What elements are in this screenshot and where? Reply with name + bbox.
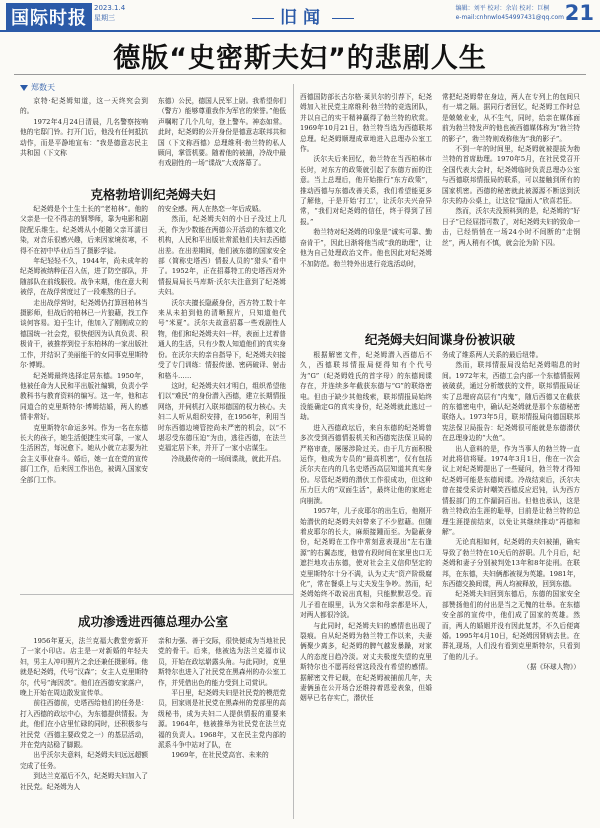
column-section3-1 (20, 636, 148, 814)
paragraph: 1957年，儿子皮耶尔的出生后，他刚开始潜伏的纪尧姆夫妇带来了不少慰藉。但随着皮耶尔的长大，麻烦接踵而至。为隐蔽身份，纪尧姆在工作中常刻意表现出“左右逢源”的右翼态度，他曾有段时间在家里也口无遮拦地攻击东德，使对社会主义信仰坚定的克里斯特尔十分不满，认为丈夫“资产阶级腐化”，常在餐桌上与丈夫发生争吵。然而，纪尧姆始终不敢说出真相，只能默默忍受。而儿子看在眼里，认为父亲和母亲都是坏人，对两人都很冷淡。 (300, 507, 432, 620)
paragraph: 与此同时，纪尧姆夫妇的感情也出现了裂痕。自从纪尧姆为勃兰特工作以来，夫妻俩聚少离多，纪尧姆的脾气越发暴躁，对家人的态度日趋冷淡。对丈夫极度失望的克里斯特尔也不愿再经营这段没有希望的感情。据解密文件记载，在纪尧姆被捕前几年，夫妻俩虽在公开场合还维持着恩爱表象，但婚姻早已名存实亡，潜伏任 (300, 621, 432, 703)
editor-credits-line1: 编辑：刘平 校对：余岩 校对：巨桐 (455, 5, 550, 12)
paragraph: 亲和力强、善于交际，很快便成为当地社民党的骨干。后来，他被选为法兰克福市议员，开始在政坛崭露头角。与此同时，克里斯特尔也进入了社民党在黑森州的办公室工作，并凭借出色的能力受到上司赏识。 (158, 637, 286, 687)
editor-credits (456, 4, 564, 22)
paragraph: 然而，沃尔夫没预料到的是，纪尧姆的“好日子”已经屈指可数了，对纪尧姆夫妇的致命一击，已经悄悄在一场24小时不间断的“走钢丝”，两人稍有不慎，就会沦为阶下囚。 (442, 207, 580, 247)
paragraph: 克里斯特尔命运多舛。作为一名在东德长大的孩子，她生活便捷生实可靠，一家人生活困苦，每况愈下。她从小就立志要为社会主义事业奋斗。婚后，她一直在党的宣传部门工作，后来因工作出色，被调入国家安全部门工作。 (20, 423, 148, 484)
section-title: 旧闻 (228, 3, 378, 28)
paragraph: 务成了维系两人关系的最后纽带。 (442, 351, 543, 359)
column-right-2 (442, 92, 580, 322)
paragraph: 沃尔夫擅长隐蔽身份，西方特工数十年来从未拍到他的清晰照片，只知道他代号“米夏”。沃尔夫故意招募一些戏剧性人物，他们和纪尧姆夫妇一样，表面上过着普通人的生活，只有少数人知道他们的真实身份。在沃尔夫的亲自指导下，纪尧姆夫妇接受了专门训练：情报传递、密码破译、射击和格斗…… (158, 298, 286, 380)
paragraph: 到达兰克福后不久，纪尧姆夫妇加入了社民党。纪尧姆为人 (20, 772, 148, 791)
triangle-marker-icon (20, 85, 28, 91)
paragraph: 京特·纪尧姆知道，这一天终究会到的。 (20, 97, 148, 116)
paragraph: 勃兰特对纪尧姆的印象是“诚实可靠、勤奋肯干”，因此日渐将他当成“我的助理”，让他为自己处理政治文件。他也因此对纪尧姆不加防范。勃兰特外出进行竞选活动时， (300, 228, 432, 268)
column-divider (293, 84, 294, 819)
paragraph: 纪尧姆是个土生土长的“老柏林”。他的父亲是一位不得志的钢琴师，靠为电影和剧院配乐维生。纪尧姆从小便随父亲耳濡目染，对音乐很感兴趣，后来因家境贫寒，不得不在初中毕业后当了摄影学徒。 (20, 205, 148, 255)
paragraph: 1969年，在社民党高官、未来的 (171, 751, 269, 760)
paragraph: 进入西德政坛后，来自东德的纪尧姆曾多次受到西德情报机关和西德宪法保卫局的严格审查，屡屡涉险过关。由于几方面积极运作，他成为专员的“最高机密”，仅有包括沃尔夫在内的几名史塔西高层知道其真实身份。尽管纪尧姆的潜伏工作很成功，但这种压力巨大的“双面生活”，最终让他的家庭走向崩溃。 (300, 423, 432, 505)
newspaper-logo: 国际时报 (6, 3, 92, 31)
column-section2-1 (300, 350, 432, 812)
subhead-kgb-training: 克格勃培训纪尧姆夫妇 (90, 187, 216, 202)
paragraph: 西德国防部长古尔格·莱贝尔的引荐下，纪尧姆加入社民党主席维利·勃兰特的竞选团队，并以自己的实干精神赢得了勃兰特的欣赏。1969年10月21日，勃兰特当选为西德联邦总理。纪尧姆顺理成章地进入总理办公室工作。 (300, 93, 432, 154)
editor-email: e-mail:cnhnwlo454997431@qq.com (455, 14, 564, 21)
headline-divider (14, 74, 586, 75)
paragraph: 这时，纪尧姆夫妇才明白，组织希望他们以“难民”的身份潜入西德，建立长期情报网络，并伺机打入联邦德国的权力核心。夫妇二人听从组织安排，在1956年，利用当时东西德边境管控尚未严密的机会，以“不堪忍受东德压迫”为由，逃往西德，在法兰克福定居下来，并开了一家小店谋生。 (158, 381, 286, 453)
paragraph: 出人意料的是，作为当事人的勃兰特一直对此将信将疑。1974年3月1日，他在一次会议上对纪尧姆提出了一些疑问，勃兰特才得知纪尧姆可能是东德间谍。冷战结束后，沃尔夫曾在接受采访时嘲笑西德反应迟钝，认为西方情报部门的工作漏洞百出。但他也承认，这是勃兰特政治生涯的耻辱，目前是让勃兰特的总理生涯提前结束，以免让其继续推动“再德和解”。 (442, 444, 580, 536)
paragraph: 1956年夏天，法兰克福大教堂旁新开了一家小印店。店主是一对新婚的年轻夫妇，男主人冲印照片之余还兼任摄影师。他就是纪尧姆，代号“汉森”；女主人克里斯特尔，代号“海因茨”。他们在西德安家落户，晚上开始在周边散发宣传单。 (20, 637, 148, 698)
subhead-identity-exposed: 纪尧姆夫妇间谍身份被识破 (364, 332, 515, 347)
masthead (0, 0, 600, 32)
paragraph: 沃尔夫后来回忆，勃兰特在当西柏林市长时，对东方的政策就引起了东德方面的注意。当上总理后，他开始推行“东方政策”，推动西德与东德改善关系，我们希望能更多了解他，于是开始‘打工’，让沃尔夫兴奋异常，“我们对纪尧姆的信任，终于得到了回报。” (300, 155, 432, 226)
paragraph: 常把纪尧姆带在身边，两人在专列上的包间只有一墙之隔。据同行者回忆，纪尧姆工作时总是兢兢业业，从不生气，同时，给亲在媒体面前为勃兰特发声的他也被西德媒体称为“勃兰特的影子”，勃兰特则戏称他为“我的影子”。 (442, 93, 580, 143)
byline (20, 82, 55, 93)
paragraph: 纪尧姆夫妇回到东德后，东德的国家安全部赞扬他们的付出是当之无愧的壮举。在东德安全部的宣传中，他们成了国家的英雄。然而，两人的婚姻并没有因此复苏，不久后便离婚。1995年4月10日，纪尧姆因肾病去世。在葬礼现场，人们没有看到克里斯特尔，只看到了他的儿子。 (442, 590, 580, 661)
paragraph: 然而，纪尧姆夫妇的小日子没过上几天，作为少数能在两德公开活动的东德文化机构，人民和平出版社常派他们夫妇去西德出差。在出差期间，他们被东德的国家安全部（简称史塔西）情报人员的“猎头”看中了。1952年，正在招募特工的史塔西对外情报局局长马库斯·沃尔夫注意到了纪尧姆夫妇。 (158, 215, 286, 297)
issue-date (94, 3, 125, 23)
column-right-1 (300, 92, 432, 322)
paragraph: 然而，联邦情报局没给纪尧姆喘息的时间。1972年末，西德工会内部一个东德情报网被破获，通过分析缴获的文件，联邦情报局证实了总理府高层有“内鬼”，随后西德又在截获的东德密电中，确认纪尧姆就是那个东德秘密联络人。1973年5月，联邦情报局向德国联邦宪法保卫局报告：纪尧姆很可能就是东德潜伏在总理身边的“大鱼”。 (442, 361, 580, 443)
subhead-infiltration: 成功渗透进西德总理办公室 (77, 614, 228, 629)
paragraph: 平日里，纪尧姆夫妇是社民党的模范党员，回家则是社民党在黑森州的党部里的高级秘书，成为夫妇二人提供情报的重要来源。1964年，他被推举为社民党在法兰克福的负责人。1968年，又在民主党内部的派系斗争中站对了队，在 (158, 689, 286, 750)
paragraph: 纪尧姆最终选择定居东德。1950年，他被任命为人民和平出版社编辑，负责小学教科书与教育资料的编写。这一年，他和志同道合的克里斯特尔·博姆结婚，两人的感情非常好。 (20, 371, 148, 422)
paragraph: 的安全感。两人在热恋一年后成婚。 (158, 205, 265, 213)
paragraph: 走出战俘营时，纪尧姆仍打算回柏林当摄影师，但战后的柏林已一片狼藉，找工作谈何容易。迫于生计，他加入了刚刚成立的德国统一社会党，很快便因为认真负责、积极肯干，被推荐到位于东柏林的一家出版社工作，并结识了美丽能干的女同事克里斯特尔·博姆。 (20, 298, 148, 370)
paragraph: 冷战最传奇的一场间谍战，就此开启。 (171, 454, 286, 463)
paragraph: 根据解密文件，纪尧姆潜入西德后不久，西德联邦情报局便得知有个代号为“G”（纪尧姆姓氏的首字母）的东德间谍存在，并连续多年截获东德与“G”的联络密电。但由于缺少其他线索，联邦情报局始终没能确定G的真实身份，纪尧姆就此逃过一劫。 (300, 351, 432, 422)
paragraph: 出乎沃尔夫意料，纪尧姆夫妇远远超额完成了任务。 (20, 751, 148, 770)
column-section1-2 (158, 204, 286, 588)
paragraph: 无论真相如何，纪尧姆的夫妇被捕，确实导致了勃兰特在10天后的辞职。几个月后，纪尧姆和妻子分别被判处13年和8年徒刑。在联邦，在东德，夫妇俩都被视为英雄。1981年，东西德交换间谍，两人均被释放，回到东德。 (442, 538, 580, 588)
section-divider (20, 594, 293, 595)
headline: 德版“史密斯夫妇”的悲剧人生 (113, 43, 487, 74)
column-section1-1 (20, 204, 148, 588)
issue-date-line2: 星期三 (94, 14, 115, 22)
column-intro-2 (158, 96, 286, 182)
paragraph: 不到一年的时间里，纪尧姆就被提拔为勃兰特的首席助理。1970年5月，在社民党召开全国代表大会时，纪尧姆临时负责总理办公室与西德联邦情报局的联系，可以接触到所有的国家机密。西德的秘密就此被源源不断送到沃尔夫的办公桌上，让这位“隐面人”欣喜若狂。 (442, 145, 580, 206)
byline-author: 郑数天 (31, 83, 55, 92)
paragraph: 1972年4月24日清晨，几名警察按响他的宅邸门铃。打开门后，他没有任何抵抗动作，而是平静地宣布：“我是德意志民主共和国（下文称 (20, 117, 148, 158)
issue-date-line1: 2023.1.4 (94, 4, 126, 12)
column-section2-2 (442, 350, 580, 812)
paragraph: 东德）公民，德国人民军上尉。我希望你们（警方）能够尊重我作为军官的荣誉。”他低声嘱咐了几个几句，登上警车。神态如常。此时，纪尧姆的公开身份是德意志联邦共和国（下文称西德）总理维利·勃兰特的私人顾问，掌管机要。随着他的被捕，冷战中最有戏剧性的一场“谍战”大戏落幕了。 (158, 97, 286, 168)
paragraph: 年纪轻轻不久，1944年，尚未成年的纪尧姆被纳粹征召入伍，进了防空部队，并随部队在前线服役。战争末期，他在意大利被俘，在战俘营度过了一段难熬的日子。 (20, 257, 148, 297)
source-credit: （据《环球人物》） (523, 663, 580, 672)
page-number: 21 (564, 1, 594, 25)
paragraph: 前往西德前，史塔西给他们的任务是：打入西德的政坛中心，为东德提供情报。为此，他们在小店里忙碌的同时，还积极参与社民党（西德主要政党之一）的基层活动，并在党内站稳了脚跟。 (20, 699, 148, 750)
column-section3-2 (158, 636, 286, 814)
